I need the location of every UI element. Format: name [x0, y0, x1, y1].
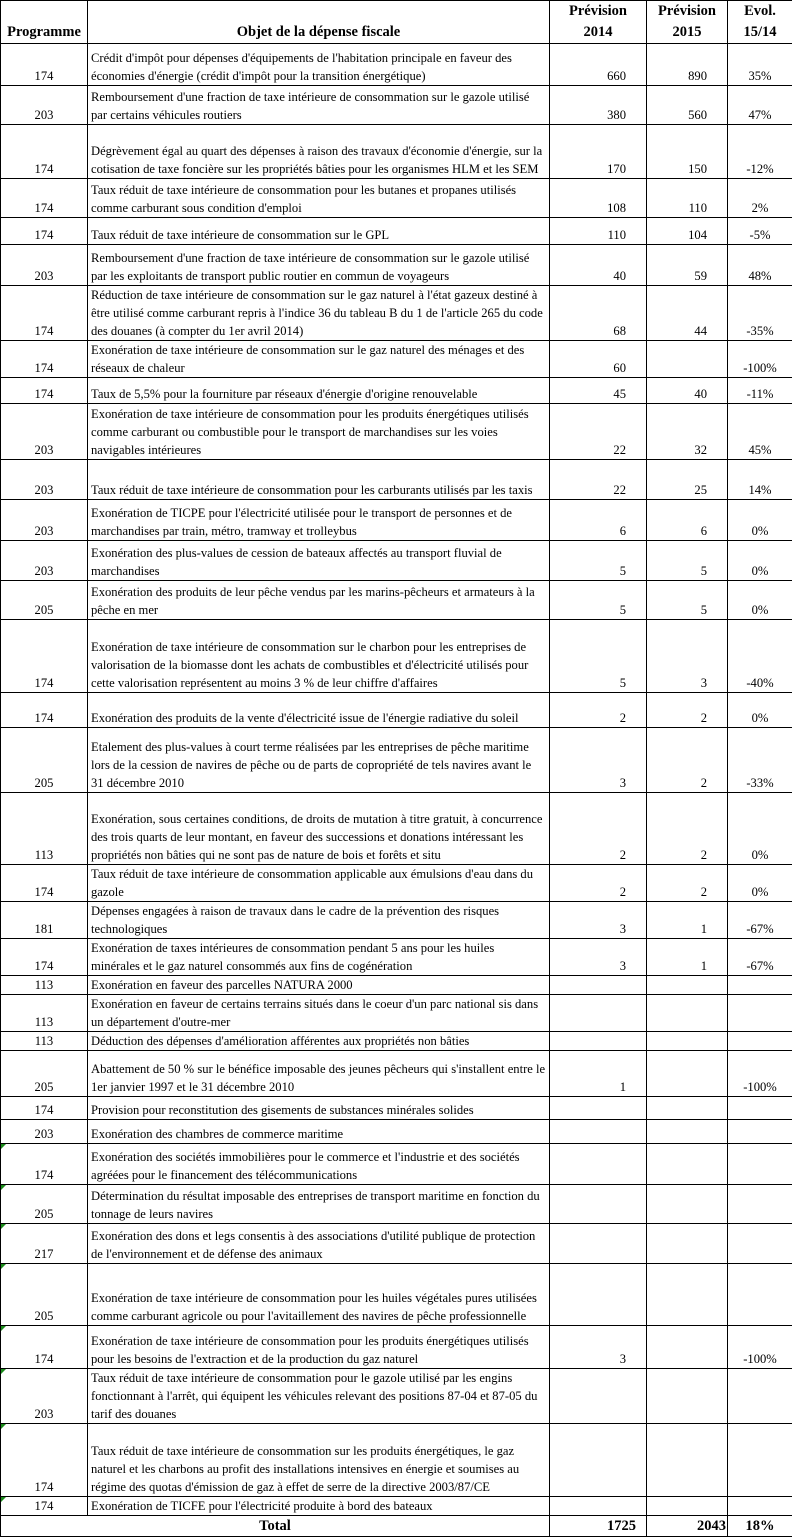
objet-cell: Dégrèvement égal au quart des dépenses à raison des travaux d'économie d'énergie, sur la cotisation de taxe foncière sur les propriétés bâties pour les organismes HLM et les SEM — [88, 125, 550, 179]
evolution-cell — [728, 1032, 792, 1051]
programme-cell: 174 — [1, 341, 88, 378]
table-row — [1, 581, 792, 620]
objet-cell: Exonération de taxes intérieures de consommation pendant 5 ans pour les huiles minérales et le gaz naturel consommés aux fins de cogénération — [88, 939, 550, 976]
evolution-cell — [728, 1224, 792, 1264]
objet-cell: Exonération de taxe intérieure de consommation pour les huiles végétales pures utilisées comme carburant agricole ou pour l'avitaillement des navires de pêche professionnelle — [88, 1264, 550, 1326]
evolution-cell: 0% — [728, 793, 792, 865]
table-row — [1, 865, 792, 902]
prevision-2015-cell — [647, 341, 728, 378]
prevision-2015-cell — [647, 1424, 728, 1497]
prevision-2014-cell — [550, 1144, 647, 1185]
programme-cell: 203 — [1, 500, 88, 541]
programme-cell: 174 — [1, 125, 88, 179]
objet-cell: Exonération, sous certaines conditions, de droits de mutation à titre gratuit, à concurrence des trois quarts de leur montant, en faveur des successions et donations intéressant les propriétés non bâties qui ne sont pas de nature de bois et forêts et situ — [88, 793, 550, 865]
evolution-cell: -35% — [728, 286, 792, 341]
prevision-2014-cell: 22 — [550, 460, 647, 500]
objet-cell: Exonération de taxe intérieure de consommation pour les produits énergétiques utilisés comme carburant ou combustible pour le transport de marchandises sur les voies navigables intérieures — [88, 404, 550, 460]
objet-cell: Taux réduit de taxe intérieure de consommation pour le gazole utilisé par les engins fonctionnant à l'arrêt, qui équipent les véhicules relevant des positions 87-04 et 87-05 du tarif des douanes — [88, 1369, 550, 1424]
table-row — [1, 693, 792, 728]
evolution-cell: 0% — [728, 541, 792, 581]
prevision-2014-cell: 110 — [550, 218, 647, 245]
objet-cell: Crédit d'impôt pour dépenses d'équipements de l'habitation principale en faveur des économies d'énergie (crédit d'impôt pour la transition énergétique) — [88, 44, 550, 86]
evolution-cell — [728, 1120, 792, 1144]
header-row — [1, 1, 792, 44]
prevision-2015-cell: 2 — [647, 728, 728, 793]
prevision-2015-cell: 5 — [647, 541, 728, 581]
evolution-cell: -11% — [728, 378, 792, 404]
prevision-2014-cell: 3 — [550, 1326, 647, 1369]
prevision-2015-cell: 890 — [647, 44, 728, 86]
prevision-2014-cell — [550, 1424, 647, 1497]
total-prevision-2015: 2043 — [647, 1516, 728, 1537]
prevision-2014-cell: 5 — [550, 620, 647, 693]
table-row — [1, 976, 792, 995]
prevision-2014-cell: 3 — [550, 902, 647, 939]
table-row — [1, 1032, 792, 1051]
table-row — [1, 1497, 792, 1516]
prevision-2014-cell: 2 — [550, 793, 647, 865]
objet-cell: Exonération des produits de leur pêche vendus par les marins-pêcheurs et armateurs à la pêche en mer — [88, 581, 550, 620]
prevision-2014-cell: 3 — [550, 728, 647, 793]
table-row — [1, 86, 792, 125]
programme-cell: 174 — [1, 1497, 88, 1516]
table-row — [1, 1369, 792, 1424]
programme-cell: 174 — [1, 939, 88, 976]
prevision-2015-cell: 25 — [647, 460, 728, 500]
objet-cell: Exonération en faveur des parcelles NATURA 2000 — [88, 976, 550, 995]
prevision-2015-cell: 150 — [647, 125, 728, 179]
header-prevision-2015: Prévision 2015 — [647, 1, 728, 44]
table-row — [1, 620, 792, 693]
evolution-cell: -33% — [728, 728, 792, 793]
prevision-2015-cell — [647, 1185, 728, 1224]
table-row — [1, 728, 792, 793]
prevision-2015-cell — [647, 1326, 728, 1369]
programme-cell: 205 — [1, 1185, 88, 1224]
programme-cell: 174 — [1, 44, 88, 86]
prevision-2014-cell: 380 — [550, 86, 647, 125]
prevision-2014-cell — [550, 976, 647, 995]
evolution-cell: 14% — [728, 460, 792, 500]
prevision-2014-cell: 60 — [550, 341, 647, 378]
programme-cell: 203 — [1, 245, 88, 286]
prevision-2015-cell: 2 — [647, 793, 728, 865]
programme-cell: 181 — [1, 902, 88, 939]
programme-cell: 113 — [1, 976, 88, 995]
prevision-2014-cell: 5 — [550, 541, 647, 581]
prevision-2015-cell — [647, 1032, 728, 1051]
programme-cell: 174 — [1, 179, 88, 218]
evolution-cell: 45% — [728, 404, 792, 460]
prevision-2014-cell — [550, 1497, 647, 1516]
prevision-2014-cell: 108 — [550, 179, 647, 218]
evolution-cell: 0% — [728, 865, 792, 902]
programme-cell: 174 — [1, 865, 88, 902]
evolution-cell: -67% — [728, 939, 792, 976]
prevision-2014-cell: 45 — [550, 378, 647, 404]
prevision-2015-cell — [647, 1224, 728, 1264]
programme-cell: 203 — [1, 1120, 88, 1144]
objet-cell: Exonération des dons et legs consentis à des associations d'utilité publique de protection de l'environnement et de défense des animaux — [88, 1224, 550, 1264]
table-body — [1, 44, 792, 1516]
prevision-2015-cell — [647, 1497, 728, 1516]
prevision-2014-cell: 40 — [550, 245, 647, 286]
programme-cell: 174 — [1, 378, 88, 404]
prevision-2014-cell: 2 — [550, 693, 647, 728]
evolution-cell: 47% — [728, 86, 792, 125]
programme-cell: 203 — [1, 541, 88, 581]
objet-cell: Taux réduit de taxe intérieure de consommation sur le GPL — [88, 218, 550, 245]
evolution-cell: 35% — [728, 44, 792, 86]
programme-cell: 174 — [1, 286, 88, 341]
header-programme: Programme — [1, 1, 88, 44]
objet-cell: Exonération de taxe intérieure de consommation sur le charbon pour les entreprises de valorisation de la biomasse dont les achats de combustibles et d'électricité utilisés pour cette valorisation représentent au moins 3 % de leur chiffre d'affaires — [88, 620, 550, 693]
table-row — [1, 1264, 792, 1326]
prevision-2015-cell — [647, 1144, 728, 1185]
evolution-cell: 0% — [728, 581, 792, 620]
prevision-2014-cell: 170 — [550, 125, 647, 179]
prevision-2014-cell: 1 — [550, 1051, 647, 1097]
evolution-cell — [728, 1264, 792, 1326]
prevision-2015-cell: 104 — [647, 218, 728, 245]
prevision-2015-cell: 44 — [647, 286, 728, 341]
programme-cell: 203 — [1, 460, 88, 500]
objet-cell: Dépenses engagées à raison de travaux dans le cadre de la prévention des risques technologiques — [88, 902, 550, 939]
programme-cell: 174 — [1, 693, 88, 728]
objet-cell: Exonération en faveur de certains terrains situés dans le coeur d'un parc national sis dans un département d'outre-mer — [88, 995, 550, 1032]
programme-cell: 203 — [1, 404, 88, 460]
prevision-2015-cell: 560 — [647, 86, 728, 125]
table-row — [1, 1326, 792, 1369]
table-row — [1, 125, 792, 179]
objet-cell: Exonération des plus-values de cession de bateaux affectés au transport fluvial de marchandises — [88, 541, 550, 581]
total-prevision-2014: 1725 — [550, 1516, 647, 1537]
programme-cell: 205 — [1, 1051, 88, 1097]
table-row — [1, 541, 792, 581]
prevision-2014-cell — [550, 1224, 647, 1264]
objet-cell: Détermination du résultat imposable des entreprises de transport maritime en fonction du tonnage de leurs navires — [88, 1185, 550, 1224]
evolution-cell: -100% — [728, 1326, 792, 1369]
objet-cell: Exonération de taxe intérieure de consommation pour les produits énergétiques utilisés pour les besoins de l'extraction et de la production du gaz naturel — [88, 1326, 550, 1369]
table-row — [1, 1051, 792, 1097]
objet-cell: Taux réduit de taxe intérieure de consommation pour les butanes et propanes utilisés comme carburant sous condition d'emploi — [88, 179, 550, 218]
objet-cell: Déduction des dépenses d'amélioration afférentes aux propriétés non bâties — [88, 1032, 550, 1051]
objet-cell: Réduction de taxe intérieure de consommation sur le gaz naturel à l'état gazeux destiné à être utilisé comme carburant repris à l'indice 36 du tableau B du 1 de l'article 265 du code des douanes (à compter du 1er avril 2014) — [88, 286, 550, 341]
table-row — [1, 1224, 792, 1264]
evolution-cell: -100% — [728, 1051, 792, 1097]
table-row — [1, 460, 792, 500]
table-row — [1, 378, 792, 404]
objet-cell: Taux de 5,5% pour la fourniture par réseaux d'énergie d'origine renouvelable — [88, 378, 550, 404]
total-label: Total — [1, 1516, 550, 1537]
objet-cell: Etalement des plus-values à court terme réalisées par les entreprises de pêche maritime lors de la cession de navires de pêche ou de parts de copropriété de tels navires avant le 31 décembre 2010 — [88, 728, 550, 793]
prevision-2015-cell: 59 — [647, 245, 728, 286]
prevision-2014-cell: 2 — [550, 865, 647, 902]
table-row — [1, 404, 792, 460]
evolution-cell — [728, 976, 792, 995]
table-row — [1, 500, 792, 541]
evolution-cell: -100% — [728, 341, 792, 378]
total-evolution: 18% — [728, 1516, 792, 1537]
prevision-2014-cell: 5 — [550, 581, 647, 620]
objet-cell: Exonération des sociétés immobilières pour le commerce et l'industrie et des sociétés agréées pour le financement des télécommunications — [88, 1144, 550, 1185]
prevision-2015-cell — [647, 1264, 728, 1326]
evolution-cell — [728, 1144, 792, 1185]
evolution-cell: 0% — [728, 693, 792, 728]
total-row — [1, 1516, 792, 1537]
prevision-2014-cell — [550, 1264, 647, 1326]
objet-cell: Exonération de TICPE pour l'électricité utilisée pour le transport de personnes et de marchandises par train, métro, tramway et trolleybus — [88, 500, 550, 541]
programme-cell: 203 — [1, 86, 88, 125]
programme-cell: 174 — [1, 1326, 88, 1369]
header-objet: Objet de la dépense fiscale — [88, 1, 550, 44]
evolution-cell: -12% — [728, 125, 792, 179]
table-row — [1, 1185, 792, 1224]
prevision-2015-cell — [647, 976, 728, 995]
table-row — [1, 218, 792, 245]
table-row — [1, 341, 792, 378]
prevision-2015-cell: 6 — [647, 500, 728, 541]
objet-cell: Remboursement d'une fraction de taxe intérieure de consommation sur le gazole utilisé par les exploitants de transport public routier en commun de voyageurs — [88, 245, 550, 286]
programme-cell: 174 — [1, 218, 88, 245]
prevision-2014-cell: 22 — [550, 404, 647, 460]
table-row — [1, 793, 792, 865]
table-row — [1, 1144, 792, 1185]
evolution-cell: -40% — [728, 620, 792, 693]
programme-cell: 113 — [1, 995, 88, 1032]
prevision-2014-cell — [550, 1120, 647, 1144]
prevision-2015-cell: 110 — [647, 179, 728, 218]
evolution-cell — [728, 1097, 792, 1120]
evolution-cell: 0% — [728, 500, 792, 541]
evolution-cell — [728, 1424, 792, 1497]
table-row — [1, 995, 792, 1032]
prevision-2014-cell — [550, 1369, 647, 1424]
evolution-cell — [728, 995, 792, 1032]
prevision-2015-cell: 1 — [647, 902, 728, 939]
prevision-2015-cell — [647, 995, 728, 1032]
prevision-2014-cell: 3 — [550, 939, 647, 976]
table-row — [1, 44, 792, 86]
objet-cell: Remboursement d'une fraction de taxe intérieure de consommation sur le gazole utilisé par certains véhicules routiers — [88, 86, 550, 125]
objet-cell: Taux réduit de taxe intérieure de consommation applicable aux émulsions d'eau dans du gazole — [88, 865, 550, 902]
prevision-2014-cell — [550, 1185, 647, 1224]
table-row — [1, 902, 792, 939]
prevision-2015-cell: 3 — [647, 620, 728, 693]
evolution-cell: 2% — [728, 179, 792, 218]
table-row — [1, 245, 792, 286]
table-row — [1, 286, 792, 341]
programme-cell: 113 — [1, 793, 88, 865]
evolution-cell — [728, 1369, 792, 1424]
programme-cell: 113 — [1, 1032, 88, 1051]
prevision-2014-cell — [550, 1097, 647, 1120]
table-row — [1, 1424, 792, 1497]
prevision-2015-cell — [647, 1369, 728, 1424]
header-evolution: Evol. 15/14 — [728, 1, 792, 44]
programme-cell: 205 — [1, 1264, 88, 1326]
prevision-2015-cell: 2 — [647, 865, 728, 902]
prevision-2015-cell — [647, 1051, 728, 1097]
programme-cell: 203 — [1, 1369, 88, 1424]
objet-cell: Exonération des produits de la vente d'électricité issue de l'énergie radiative du soleil — [88, 693, 550, 728]
prevision-2015-cell: 5 — [647, 581, 728, 620]
objet-cell: Taux réduit de taxe intérieure de consommation pour les carburants utilisés par les taxis — [88, 460, 550, 500]
objet-cell: Abattement de 50 % sur le bénéfice imposable des jeunes pêcheurs qui s'installent entre le 1er janvier 1997 et le 31 décembre 2010 — [88, 1051, 550, 1097]
evolution-cell: -5% — [728, 218, 792, 245]
programme-cell: 174 — [1, 1424, 88, 1497]
programme-cell: 174 — [1, 620, 88, 693]
table-row — [1, 1120, 792, 1144]
table-row — [1, 1097, 792, 1120]
prevision-2014-cell: 660 — [550, 44, 647, 86]
objet-cell: Exonération de taxe intérieure de consommation sur le gaz naturel des ménages et des réseaux de chaleur — [88, 341, 550, 378]
prevision-2014-cell: 6 — [550, 500, 647, 541]
prevision-2015-cell: 1 — [647, 939, 728, 976]
prevision-2015-cell: 32 — [647, 404, 728, 460]
prevision-2015-cell — [647, 1097, 728, 1120]
objet-cell: Taux réduit de taxe intérieure de consommation sur les produits énergétiques, le gaz naturel et les charbons au profit des installations intensives en énergie et soumises au régime des quotas d'émission de gaz à effet de serre de la directive 2003/87/CE — [88, 1424, 550, 1497]
prevision-2014-cell: 68 — [550, 286, 647, 341]
evolution-cell: -67% — [728, 902, 792, 939]
table-row — [1, 939, 792, 976]
prevision-2015-cell: 2 — [647, 693, 728, 728]
programme-cell: 217 — [1, 1224, 88, 1264]
evolution-cell: 48% — [728, 245, 792, 286]
programme-cell: 174 — [1, 1097, 88, 1120]
objet-cell: Exonération des chambres de commerce maritime — [88, 1120, 550, 1144]
programme-cell: 174 — [1, 1144, 88, 1185]
prevision-2015-cell — [647, 1120, 728, 1144]
table-row — [1, 179, 792, 218]
evolution-cell — [728, 1185, 792, 1224]
objet-cell: Provision pour reconstitution des gisements de substances minérales solides — [88, 1097, 550, 1120]
prevision-2014-cell — [550, 1032, 647, 1051]
evolution-cell — [728, 1497, 792, 1516]
programme-cell: 205 — [1, 728, 88, 793]
prevision-2014-cell — [550, 995, 647, 1032]
prevision-2015-cell: 40 — [647, 378, 728, 404]
objet-cell: Exonération de TICFE pour l'électricité produite à bord des bateaux — [88, 1497, 550, 1516]
header-prevision-2014: Prévision 2014 — [550, 1, 647, 44]
programme-cell: 205 — [1, 581, 88, 620]
